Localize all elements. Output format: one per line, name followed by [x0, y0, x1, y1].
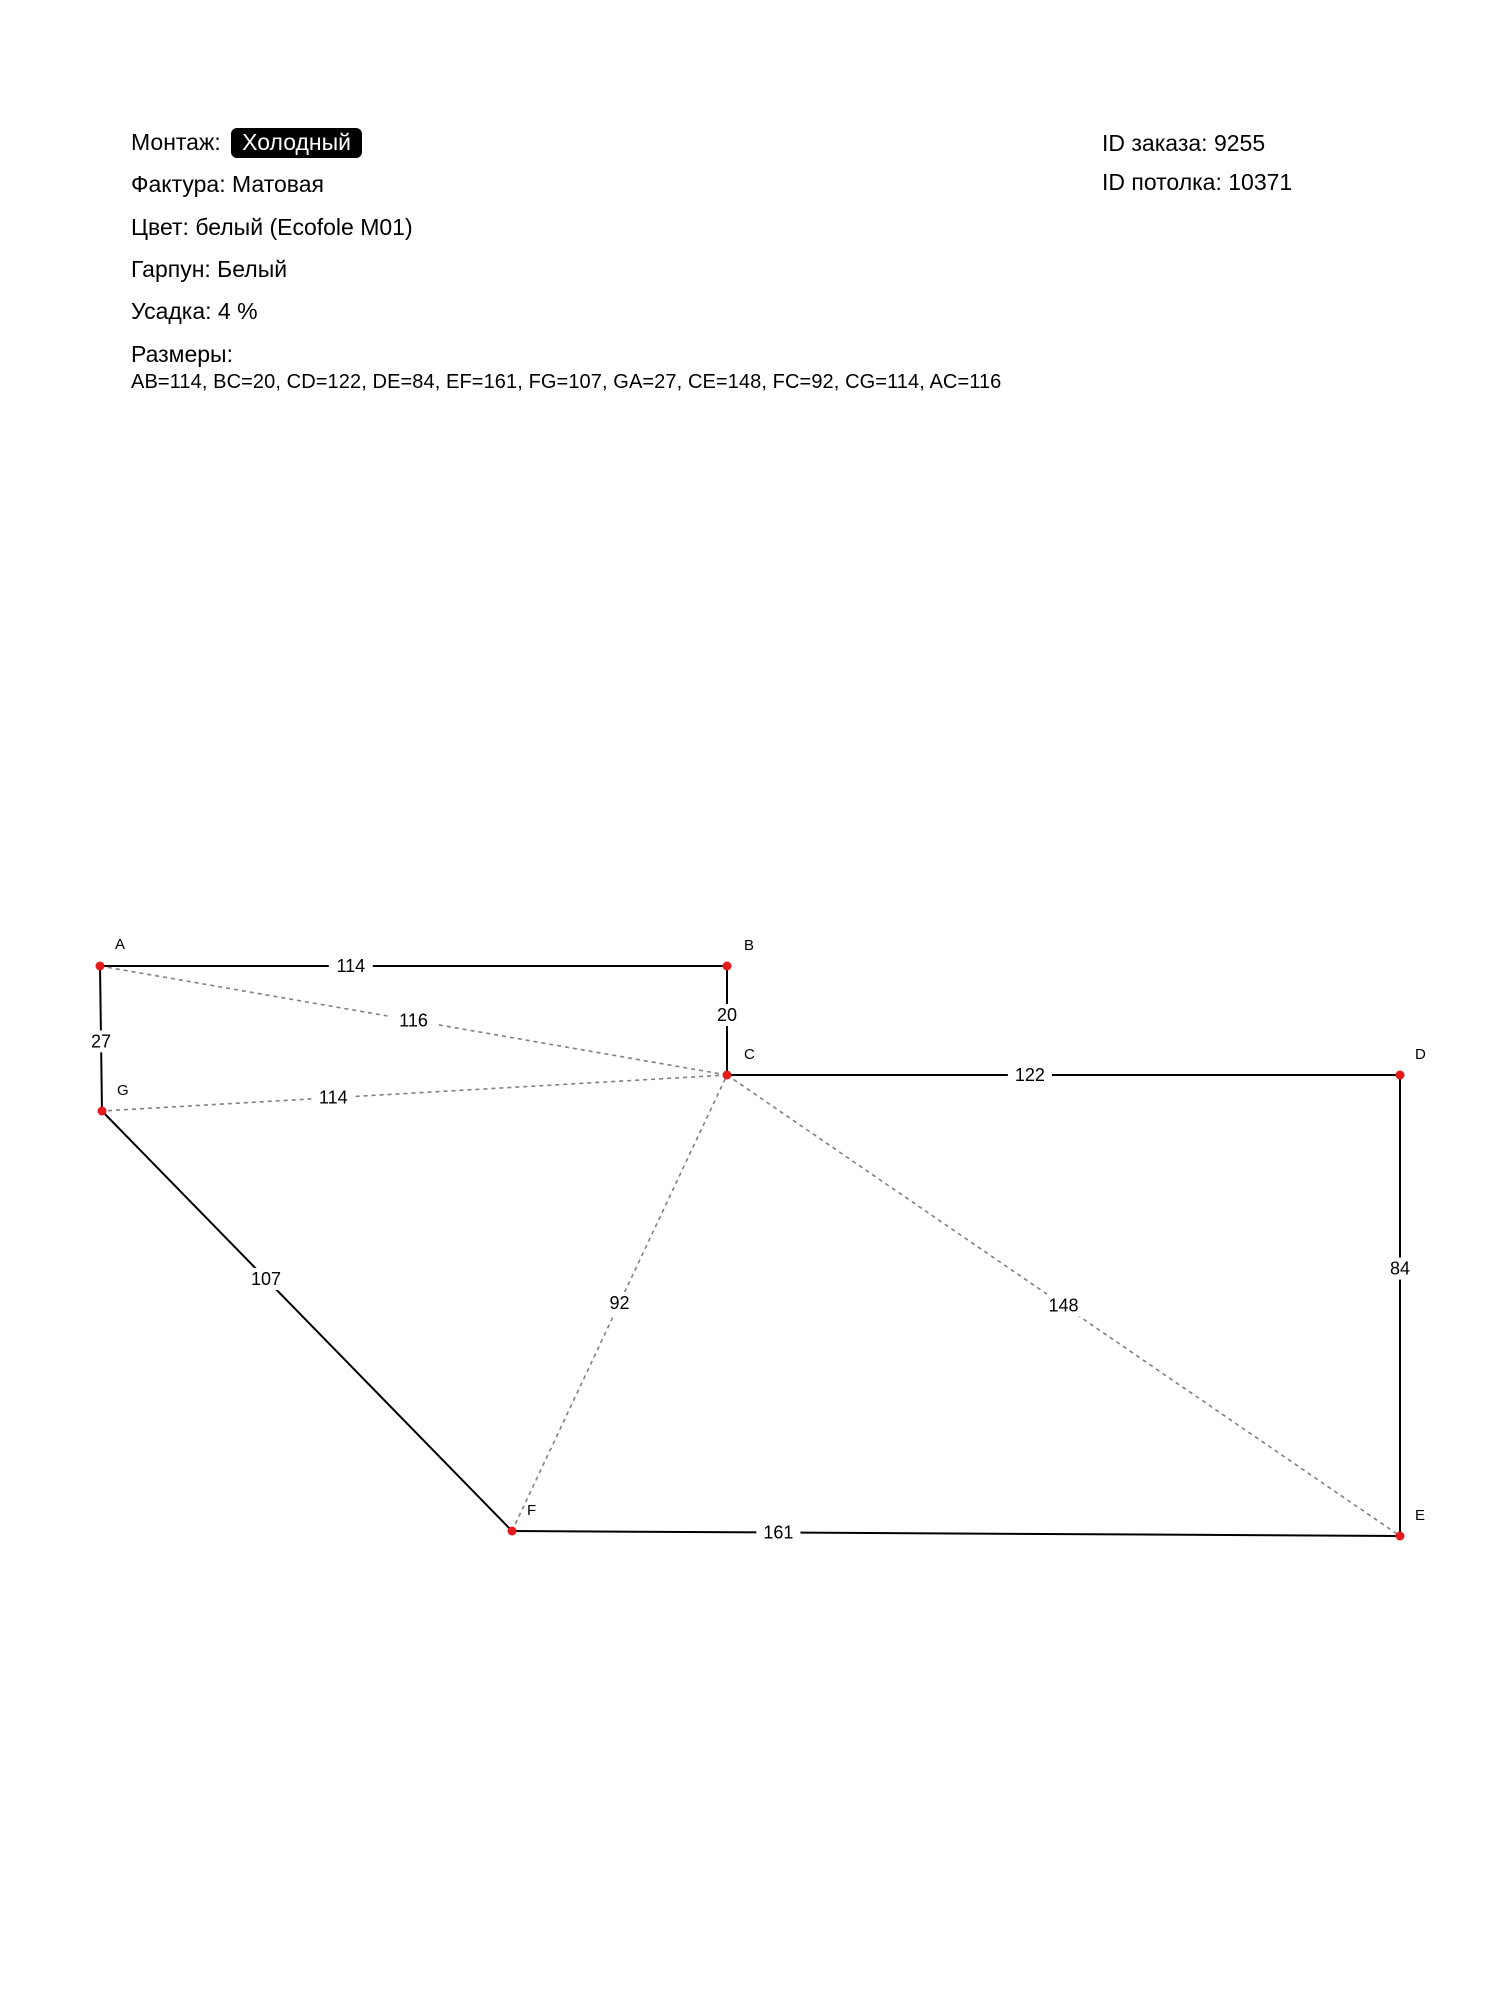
- vertex-label-e: E: [1415, 1507, 1426, 1524]
- vertex-label-b: B: [744, 937, 755, 954]
- color-text: Цвет: белый (Ecofole M01): [131, 214, 413, 240]
- mount-label: Монтаж:: [131, 129, 221, 155]
- sizes-line: AB=114, BC=20, CD=122, DE=84, EF=161, FG=107, GA=27, CE=148, FC=92, CG=114, AC=116: [131, 371, 1002, 393]
- mount-badge: Холодный: [231, 128, 362, 158]
- vertex-a: [96, 962, 105, 971]
- vertex-b: [723, 962, 732, 971]
- sizes-label: Размеры:: [131, 341, 233, 367]
- vertex-e: [1396, 1532, 1405, 1541]
- edge-labels-layer: [79, 955, 1422, 1544]
- edge-length-bc: 20: [716, 1005, 738, 1026]
- vertex-f: [508, 1527, 517, 1536]
- vertex-c: [723, 1071, 732, 1080]
- vertex-label-f: F: [527, 1502, 537, 1519]
- vertex-label-g: G: [117, 1082, 129, 1099]
- vertex-g: [98, 1107, 107, 1116]
- vertex-label-d: D: [1415, 1046, 1426, 1063]
- edge-ef: [512, 1531, 1400, 1536]
- vertices-layer: [96, 936, 1427, 1541]
- edge-length-ce: 148: [1048, 1295, 1079, 1316]
- harpoon-text: Гарпун: Белый: [131, 256, 288, 282]
- ceiling-id: ID потолка: 10371: [1102, 169, 1293, 195]
- edge-cg: [102, 1075, 727, 1111]
- edge-length-cg: 114: [318, 1087, 348, 1108]
- edge-length-ga: 27: [91, 1031, 112, 1052]
- vertex-label-a: A: [115, 936, 126, 953]
- edge-length-ab: 114: [336, 956, 366, 976]
- edge-length-fg: 107: [250, 1269, 282, 1289]
- vertex-d: [1396, 1071, 1405, 1080]
- edge-length-ac: 116: [399, 1010, 428, 1031]
- vertex-label-c: C: [744, 1046, 755, 1063]
- edge-fg: [102, 1111, 512, 1531]
- edge-length-ef: 161: [763, 1522, 794, 1543]
- texture-text: Фактура: Матовая: [131, 171, 324, 197]
- edge-length-cd: 122: [1014, 1065, 1045, 1085]
- shrink-text: Усадка: 4 %: [131, 298, 258, 324]
- edge-length-fc: 92: [609, 1293, 630, 1313]
- edge-length-de: 84: [1389, 1258, 1411, 1279]
- order-id: ID заказа: 9255: [1102, 130, 1266, 156]
